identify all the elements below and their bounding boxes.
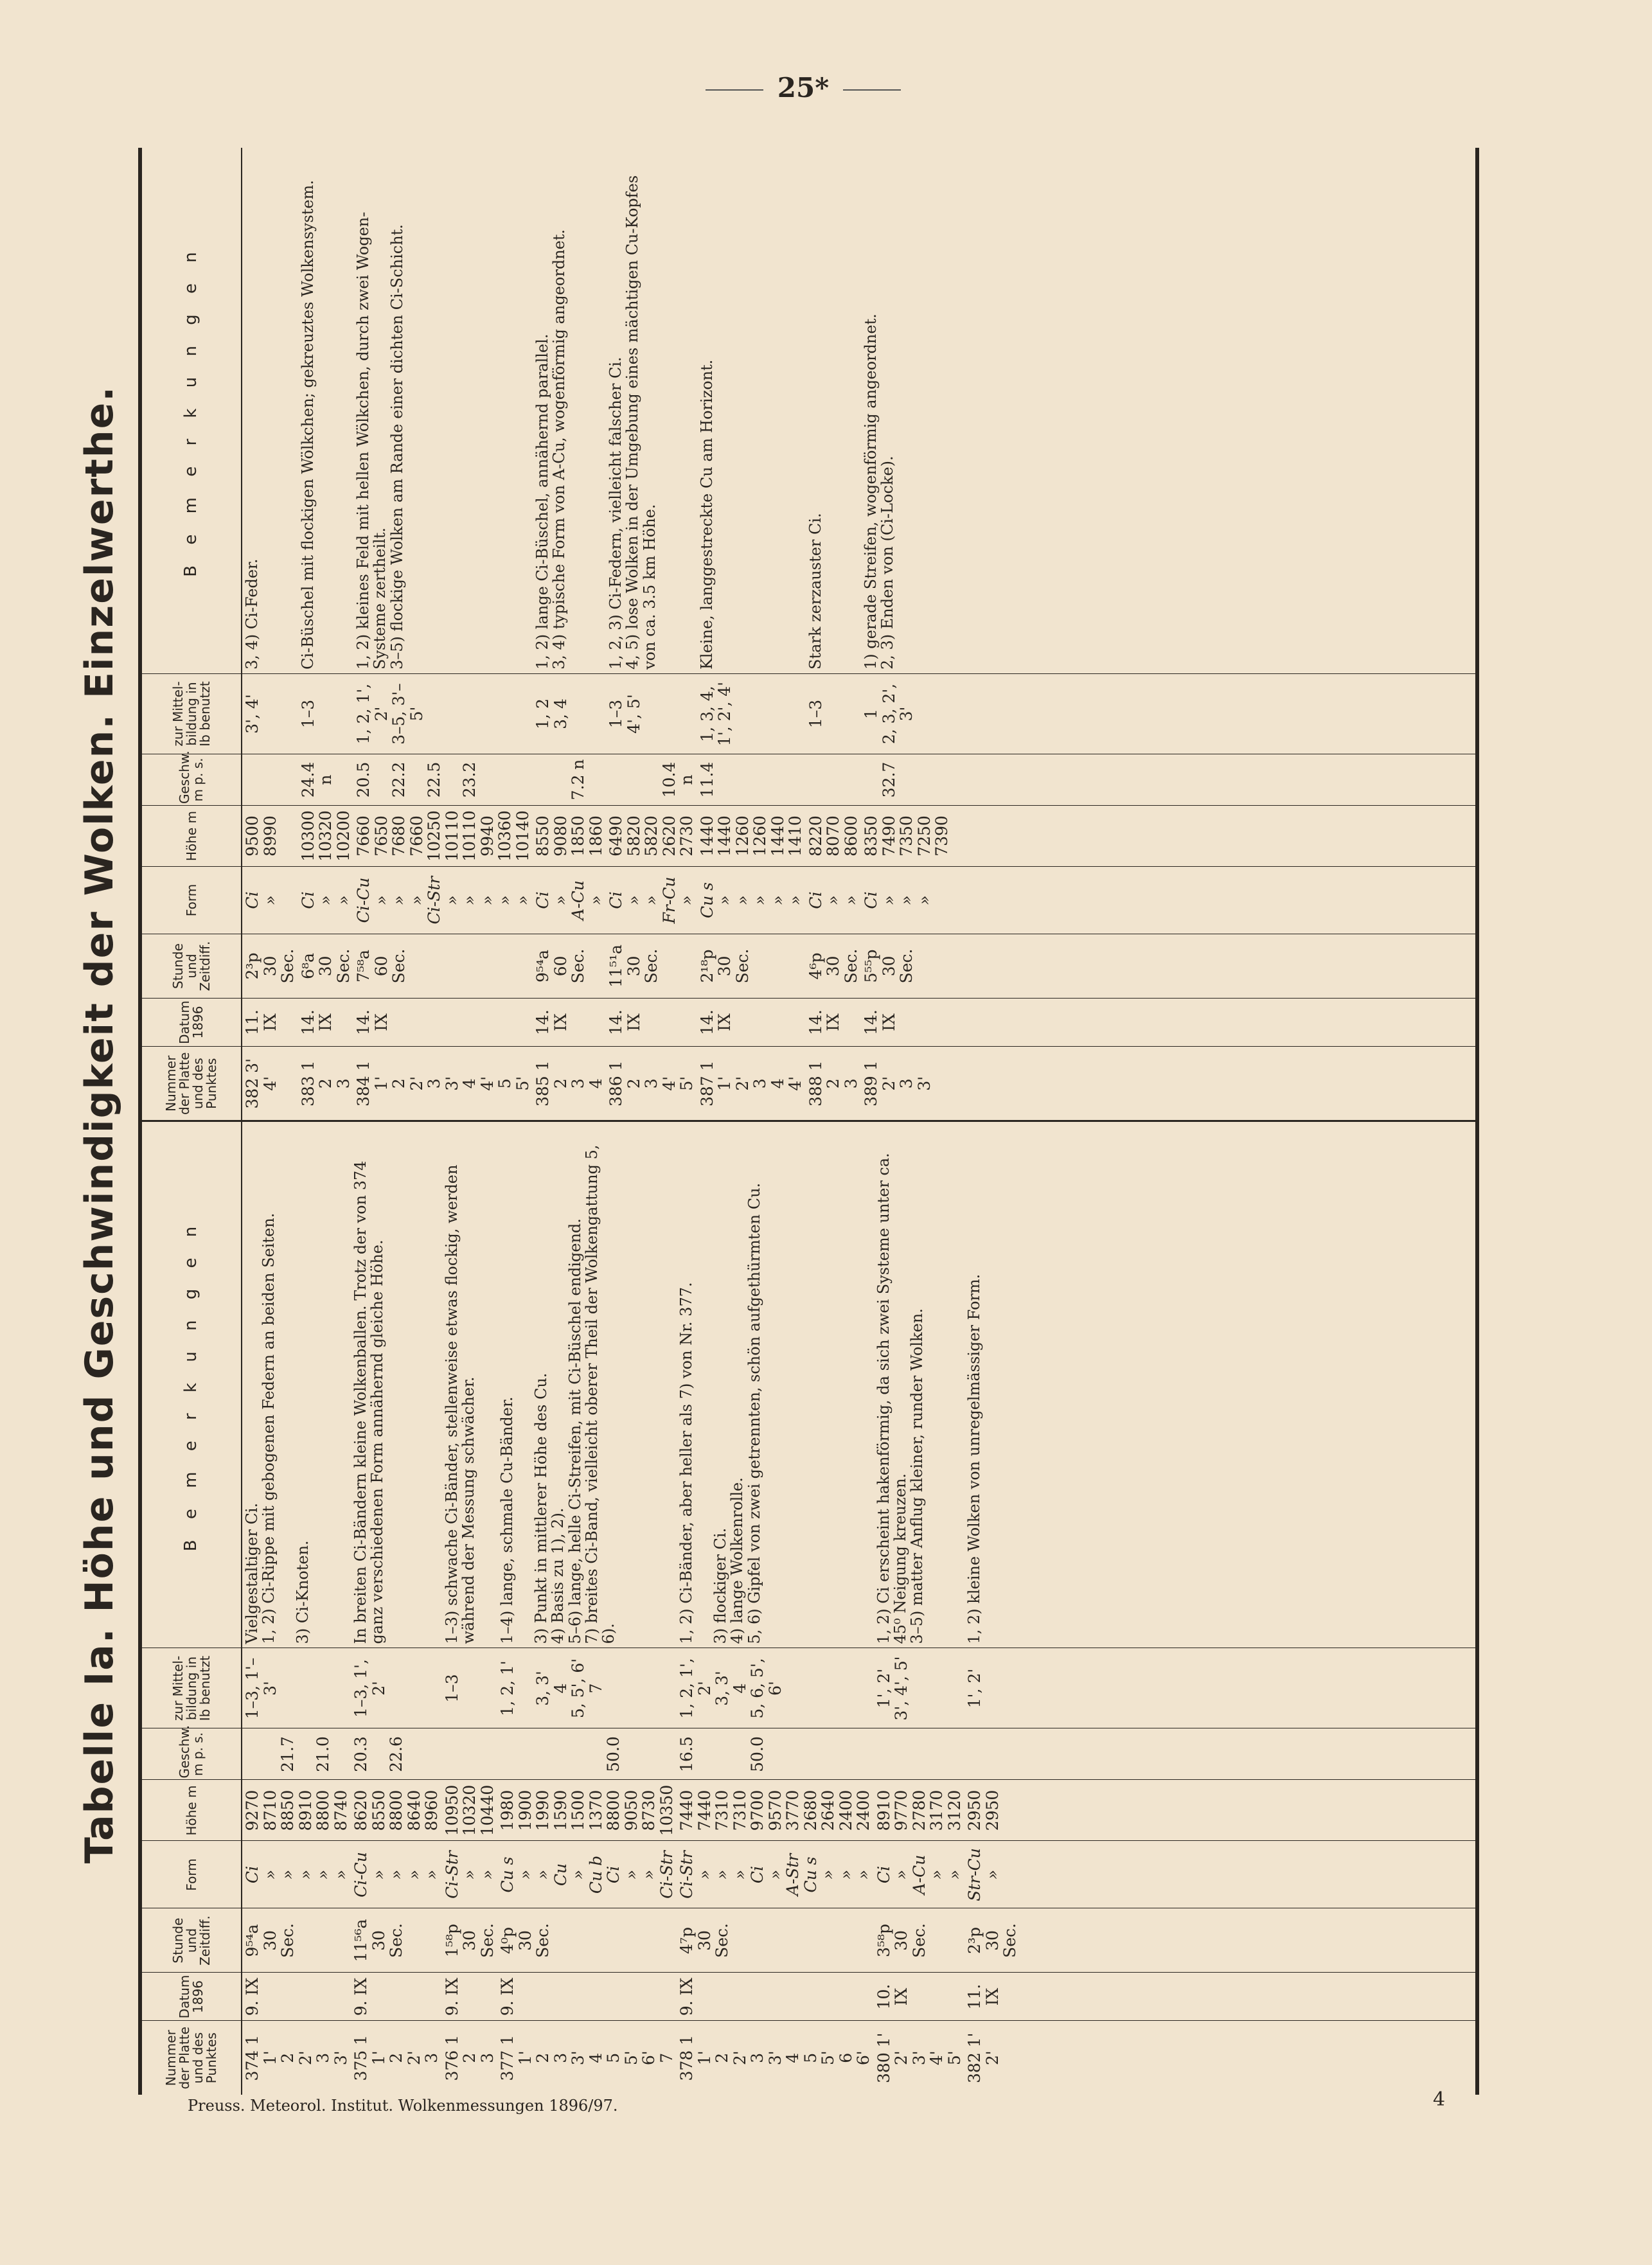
table-row [242,148,298,1121]
filler-cell [952,867,1476,934]
cell-speed: 16.5 50.0 [677,1728,874,1780]
cell-speed [806,754,862,806]
table-row [874,1123,965,2095]
cell-time: 1⁵⁸p 30 Sec. [442,1908,498,1973]
col-remarks: B e m e r k u n g e n [142,1123,242,1649]
cell-speed [442,1728,498,1780]
cell-remarks: Vielgestaltiger Ci. 1, 2) Ci-Rippe mit gebogenen Federn an beiden Seiten. 3) Ci-Knoten. [243,1212,312,1644]
cell-point: 388 1 2 3 [806,1047,862,1121]
cell-point: 376 1 2 3 [442,2021,498,2095]
footer-left: Preuss. Meteorol. Institut. Wolkenmessungen 1896/97. [188,2097,618,2115]
cell-mean: 1, 2, 1', 2' 3, 3' 4 5, 6, 5', 6' [677,1648,874,1728]
cell-point: 387 1 1' 2' 3 4 4' [697,1047,806,1121]
cell-time: 9⁵⁴a 30 Sec. [242,1908,351,1973]
table-filler-row [1020,1123,1476,2095]
cell-height: 6490 5820 5820 2620 2730 [606,806,697,867]
cell-height: 10950 10320 10440 [442,1780,498,1841]
col-time: Stunde und Zeitdiff. [142,1908,242,1973]
filler-cell [952,674,1476,754]
cell-time: 2¹⁸p 30 Sec. [697,934,806,999]
cell-remarks: 3, 4) Ci-Feder. [243,558,261,670]
filler-cell [1020,1123,1476,1649]
cell-remarks: 1, 2) kleines Feld mit hellen Wölkchen, durch zwei Wogen-Systeme zertheilt. 3–5) flockige Wolken am Rande einer dichten Ci-Schicht. [354,211,406,670]
cell-date: 9. IX [351,1973,442,2021]
table-row [861,148,952,1121]
cell-point: 386 1 2 3 4' 5' [606,1047,697,1121]
table-left-half [142,1121,1475,2095]
cell-speed: 24.4 n [298,754,354,806]
table-row [606,148,697,1121]
col-height: Höhe m [142,806,242,867]
cell-mean: 1 2, 3, 2', 3' [861,674,952,754]
cell-point: 374 1 1' 2 2' 3 3' [242,2021,351,2095]
table-row [351,1123,442,2095]
cell-date: 14. IX [697,999,806,1047]
cell-form: Ci » A-Cu » [533,867,606,934]
filler-cell [952,754,1476,806]
cell-speed: 20.5 22.2 22.5 23.2 [353,754,533,806]
cell-date: 14. IX [606,999,697,1047]
cell-mean: 1, 2, 1', 2' 3–5, 3'–5' [353,674,533,754]
cell-point: 385 1 2 3 4 [533,1047,606,1121]
col-form: Form [142,1841,242,1908]
table-row [806,148,862,1121]
cell-point: 384 1 1' 2 2' 3 3' 4 4' 5 5' [353,1047,533,1121]
cell-form: Ci » » [298,867,354,934]
col-speed: Geschw. m p. s. [142,1728,242,1780]
cell-mean: 1–3, 1', 2' [351,1648,442,1728]
cell-date: 9. IX [497,1973,677,2021]
cell-speed: 7.2 n [533,754,606,806]
cell-form: Ci » » » [861,867,952,934]
cell-remarks: 1–4) lange, schmale Cu-Bänder. 3) Punkt in mittlerer Höhe des Cu. 4) Basis zu 1), 2). 5–6) lange, helle Ci-Streifen, mit Ci-Büschel endigend. 7) breites Ci-Band, vielleicht oberer Theil der Wolkengattung 5, 6). [498,1144,618,1644]
cell-point: 378 1 1' 2 2' 3 3' 4 5 5' 6 6' [677,2021,874,2095]
filler-cell [952,934,1476,999]
cell-height: 9270 8710 8850 8910 8800 8740 [242,1780,351,1841]
cell-time: 2³p 30 Sec. [242,934,298,999]
cell-speed: 20.3 22.6 [351,1728,442,1780]
cell-remarks: 1) gerade Streifen, wogenförmig angeordnet. 2, 3) Enden von (Ci-Locke). [862,314,897,670]
cell-mean: 1–3 [298,674,354,754]
cell-height: 8350 7490 7350 7250 7390 [861,806,952,867]
col-date: Datum 1896 [142,1973,242,2021]
table-right [142,148,1475,1121]
cell-height: 9500 8990 [242,806,298,867]
cell-remarks: 1, 2, 3) Ci-Federn, vielleicht falscher Ci. 4, 5) lose Wolken in der Umgebung eines mächtigen Cu-Kopfes von ca. 3.5 km Höhe. [607,175,659,670]
cell-form: Str-Cu » [964,1841,1020,1908]
col-mean: zur Mittel-bildung in Ib benutzt [142,1648,242,1728]
cell-height: 1980 1900 1990 1590 1500 1370 8800 9050 8730 10350 [497,1780,677,1841]
cell-form: Ci » » Fr-Cu » [606,867,697,934]
cell-form: Ci-Cu » » » Ci-Str » » » » » [353,867,533,934]
cell-form: Ci-Str » » [442,1841,498,1908]
cell-time: 4⁶p 30 Sec. [806,934,862,999]
cell-date: 11. IX [964,1973,1020,2021]
cell-height: 10300 10320 10200 [298,806,354,867]
cell-mean: 1', 2' 3', 4', 5' [874,1648,965,1728]
filler-cell [1020,1780,1476,1841]
cell-date: 14. IX [533,999,606,1047]
cell-remarks: Kleine, langgestreckte Cu am Horizont. [697,359,716,670]
table-row [298,148,354,1121]
cell-point: 383 1 2 3 [298,1047,354,1121]
cell-time: 9⁵⁴a 60 Sec. [533,934,606,999]
cell-speed: 32.7 [861,754,952,806]
cell-mean: 1–3 [806,674,862,754]
cell-point: 377 1 1' 2 3 3' 4 5 5' 6' 7 [497,2021,677,2095]
cell-mean: 1, 3, 4, 1', 2', 4' [697,674,806,754]
table-row [497,1123,677,2095]
col-remarks: B e m e r k u n g e n [142,148,242,674]
cell-time: 11⁵⁶a 30 Sec. [351,1908,442,1973]
page-number-text: 25* [777,72,830,103]
cell-form: Cu s » » Cu » Cu b Ci » » Ci-Str [497,1841,677,1908]
cell-remarks: 1, 2) Ci-Bänder, aber heller als 7) von Nr. 377. 3) flockiger Ci. 4) lange Wolkenrolle. 5, 6) Gipfel von zwei getrennten, schön aufgethürmten Cu. [677,1182,763,1644]
cell-point: 375 1 1' 2 2' 3 [351,2021,442,2095]
cell-time: 5⁵⁵p 30 Sec. [861,934,952,999]
table-right-half [142,148,1475,1121]
cell-speed: 50.0 [497,1728,677,1780]
filler-cell [1020,1648,1476,1728]
cell-remarks: 1, 2) kleine Wolken von unregelmässiger Form. [965,1274,983,1644]
cell-remarks: 1, 2) lange Ci-Büschel, annähernd parallel. 3, 4) typische Form von A-Cu, wogenförmig angeordnet. [533,229,569,670]
col-point: Nummer der Platte und des Punktes [142,2021,242,2095]
rule-right [843,89,901,91]
cell-height: 7440 7440 7310 7310 9700 9570 3770 2680 2640 2400 2400 [677,1780,874,1841]
cell-point: 382 3' 4' [242,1047,298,1121]
table-filler-row [952,148,1476,1121]
cell-mean: 1–3 4', 5' [606,674,697,754]
col-mean: zur Mittel-bildung in Ib benutzt [142,674,242,754]
cell-form: Ci-Str » » » Ci » A-Str Cu s » » » [677,1841,874,1908]
cell-time: 6⁸a 30 Sec. [298,934,354,999]
cell-remarks: Ci-Büschel mit flockigen Wölkchen; gekreuztes Wolkensystem. [298,180,317,670]
cell-form: Cu s » » » » » [697,867,806,934]
filler-cell [1020,1841,1476,1908]
cell-date: 14. IX [298,999,354,1047]
filler-cell [1020,1908,1476,1973]
rule-left [706,89,763,91]
cell-speed: 10.4 n [606,754,697,806]
filler-cell [952,806,1476,867]
cell-time: 4⁷p 30 Sec. [677,1908,874,1973]
col-height: Höhe m [142,1780,242,1841]
table-frame [138,148,1479,2095]
page-number [675,72,932,103]
cell-form: Ci-Cu » » » » [351,1841,442,1908]
table-left-body [242,1123,1475,2095]
table-row [964,1123,1020,2095]
cell-time: 11⁵¹a 30 Sec. [606,934,697,999]
cell-mean: 1–3, 1'–3' [242,1648,351,1728]
table-row [353,148,533,1121]
cell-height: 8550 9080 1850 1860 [533,806,606,867]
cell-remarks: 1–3) schwache Ci-Bänder, stellenweise etwas flockig, werden während der Messung schwächer. [442,1164,477,1644]
table-row [242,1123,351,2095]
cell-time: 7⁵⁸a 60 Sec. [353,934,533,999]
cell-form: Ci » » [806,867,862,934]
filler-cell [952,999,1476,1047]
table-right-body [242,148,1475,1121]
rotated-table-area [77,148,1484,2095]
filler-cell [1020,1728,1476,1780]
table-left [142,1123,1475,2095]
cell-speed [874,1728,965,1780]
cell-mean: 1, 2 3, 4 [533,674,606,754]
cell-date: 14. IX [353,999,533,1047]
col-time: Stunde und Zeitdiff. [142,934,242,999]
cell-height: 2950 2950 [964,1780,1020,1841]
cell-point: 382 1' 2' [964,2021,1020,2095]
cell-mean: 3', 4' [242,674,298,754]
cell-point: 380 1' 2' 3' 4' 5' [874,2021,965,2095]
cell-date: 11. IX [242,999,298,1047]
cell-date: 9. IX [442,1973,498,2021]
cell-mean: 1, 2, 1' 3, 3' 4 5, 5', 6' 7 [497,1648,677,1728]
cell-remarks: 1, 2) Ci erscheint hakenförmig, da sich zwei Systeme unter ca. 45⁰ Neigung kreuzen. 3–5) matter Anflug kleiner, runder Wolken. [874,1153,927,1644]
col-date: Datum 1896 [142,999,242,1047]
cell-time: 2³p 30 Sec. [964,1908,1020,1973]
cell-time: 3⁵⁸p 30 Sec. [874,1908,965,1973]
table-title: Tabelle Ia. Höhe und Geschwindigkeit der Wolken. Einzelwerthe. [77,385,122,1864]
table-row [697,148,806,1121]
filler-cell [1020,1973,1476,2021]
footer-right: 4 [1433,2088,1446,2111]
cell-height: 7660 7650 7680 7660 10250 10110 10110 9940 10360 10140 [353,806,533,867]
cell-remarks: Stark zerzauster Ci. [806,513,824,670]
filler-cell [1020,2021,1476,2095]
cell-speed: 21.7 21.0 [242,1728,351,1780]
col-point: Nummer der Platte und des Punktes [142,1047,242,1121]
cell-height: 8220 8070 8600 [806,806,862,867]
table-row [677,1123,874,2095]
filler-cell [952,148,1476,674]
col-form: Form [142,867,242,934]
cell-point: 389 1 2' 3 3' [861,1047,952,1121]
table-row [442,1123,498,2095]
cell-height: 8620 8550 8800 8640 8960 [351,1780,442,1841]
cell-date: 14. IX [806,999,862,1047]
cell-date: 10. IX [874,1973,965,2021]
cell-speed: 11.4 [697,754,806,806]
cell-speed [242,754,298,806]
cell-mean: 1', 2' [964,1648,1020,1728]
cell-remarks: In breiten Ci-Bändern kleine Wolkenballen. Trotz der von 374 ganz verschiedenen Form annähernd gleiche Höhe. [351,1160,387,1644]
cell-mean: 1–3 [442,1648,498,1728]
cell-date: 9. IX [677,1973,874,2021]
cell-time: 4⁰p 30 Sec. [497,1908,677,1973]
table-row [533,148,606,1121]
cell-form: Ci » A-Cu » » [874,1841,965,1908]
col-speed: Geschw. m p. s. [142,754,242,806]
cell-date: 9. IX [242,1973,351,2021]
cell-form: Ci » » » » » [242,1841,351,1908]
cell-date: 14. IX [861,999,952,1047]
cell-speed [964,1728,1020,1780]
filler-cell [952,1047,1476,1121]
cell-height: 1440 1440 1260 1260 1440 1410 [697,806,806,867]
cell-form: Ci » [242,867,298,934]
cell-height: 8910 9770 2780 3170 3120 [874,1780,965,1841]
